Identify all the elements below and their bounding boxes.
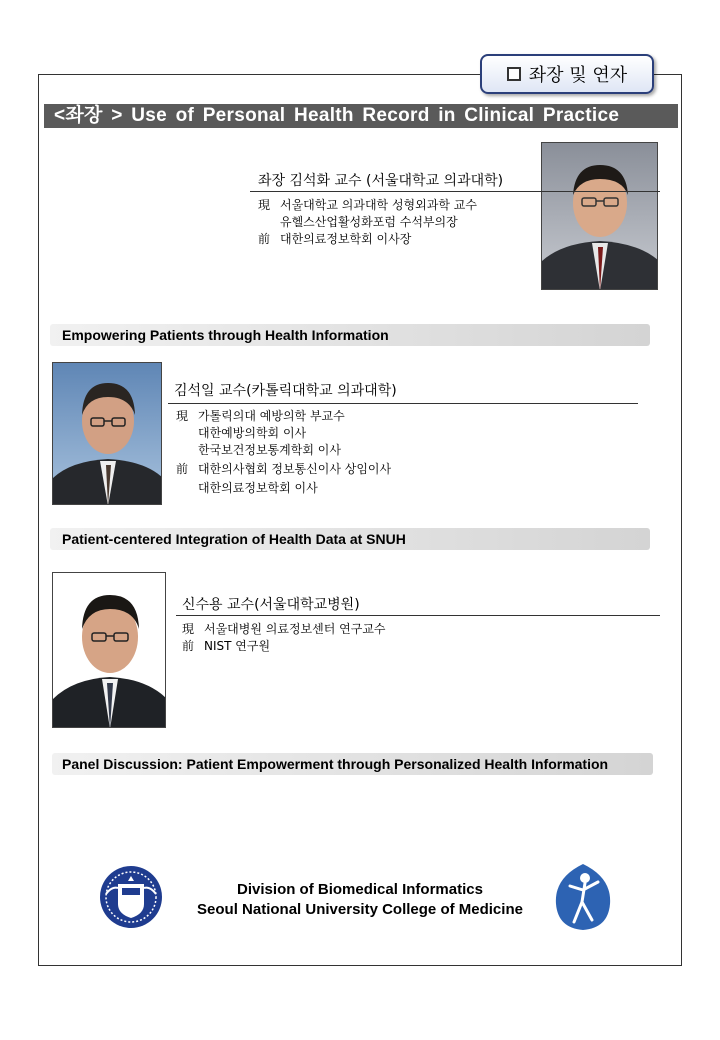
- footer-line-1: Division of Biomedical Informatics: [237, 881, 483, 898]
- page-title: <좌장 > Use of Personal Health Record in Clinical Practice: [44, 104, 678, 128]
- bio-line: 대한예방의학회 이사: [198, 426, 307, 440]
- chair-photo: [541, 142, 658, 290]
- bio-line: 서울대학교 의과대학 성형외과학 교수: [280, 198, 477, 212]
- speaker1-name: 김석일 교수(카톨릭대학교 의과대학): [174, 383, 397, 399]
- speaker2-name: 신수용 교수(서울대학교병원): [182, 597, 360, 613]
- tab-label: 좌장 및 연자: [528, 65, 628, 86]
- speaker1-bio: 現 가톨릭의대 예방의학 부교수 대한예방의학회 이사 한국보건정보통계학회 이사 前 대한의사협회 정보통신이사 상임이사 대한의료정보학회 이사: [176, 409, 392, 495]
- chair-speaker-tab: [480, 54, 654, 94]
- speaker1-divider: [168, 403, 638, 404]
- chair-divider: [250, 191, 660, 192]
- footer-line-2: Seoul National University College of Medicine: [197, 901, 523, 918]
- portrait-image: [53, 573, 166, 728]
- speaker2-bio: 現 서울대병원 의료정보센터 연구교수 前 NIST 연구원: [182, 622, 386, 653]
- bio-line: 대한의료정보학회 이사장: [280, 232, 412, 246]
- session-title-3: Panel Discussion: Patient Empowerment through Personalized Health Information: [52, 753, 653, 775]
- speaker1-photo: [52, 362, 162, 505]
- footer-division: [170, 880, 550, 920]
- bio-line: 대한의료정보학회 이사: [198, 481, 318, 495]
- speaker2-photo: [52, 572, 166, 728]
- bio-line: 유헬스산업활성화포럼 수석부의장: [280, 215, 458, 229]
- bio-line: 서울대병원 의료정보센터 연구교수: [204, 622, 386, 636]
- bio-line: 한국보건정보통계학회 이사: [198, 443, 341, 457]
- session-title-2: Patient-centered Integration of Health Data at SNUH: [50, 528, 650, 550]
- bio-line: 대한의사협회 정보통신이사 상임이사: [198, 462, 392, 476]
- biomedical-informatics-logo: [552, 862, 614, 932]
- portrait-image: [542, 143, 658, 290]
- chair-name: 좌장 김석화 교수 (서울대학교 의과대학): [258, 173, 504, 189]
- snu-seal-logo: [98, 864, 164, 930]
- session-title-1: Empowering Patients through Health Information: [50, 324, 650, 346]
- speaker2-divider: [176, 615, 660, 616]
- bio-line: 가톨릭의대 예방의학 부교수: [198, 409, 345, 423]
- portrait-image: [53, 363, 162, 505]
- chair-bio: 現 서울대학교 의과대학 성형외과학 교수 유헬스산업활성화포럼 수석부의장 前 대한의료정보학회 이사장: [258, 198, 477, 246]
- checkbox-icon: [507, 67, 521, 81]
- bio-line: NIST 연구원: [204, 639, 271, 653]
